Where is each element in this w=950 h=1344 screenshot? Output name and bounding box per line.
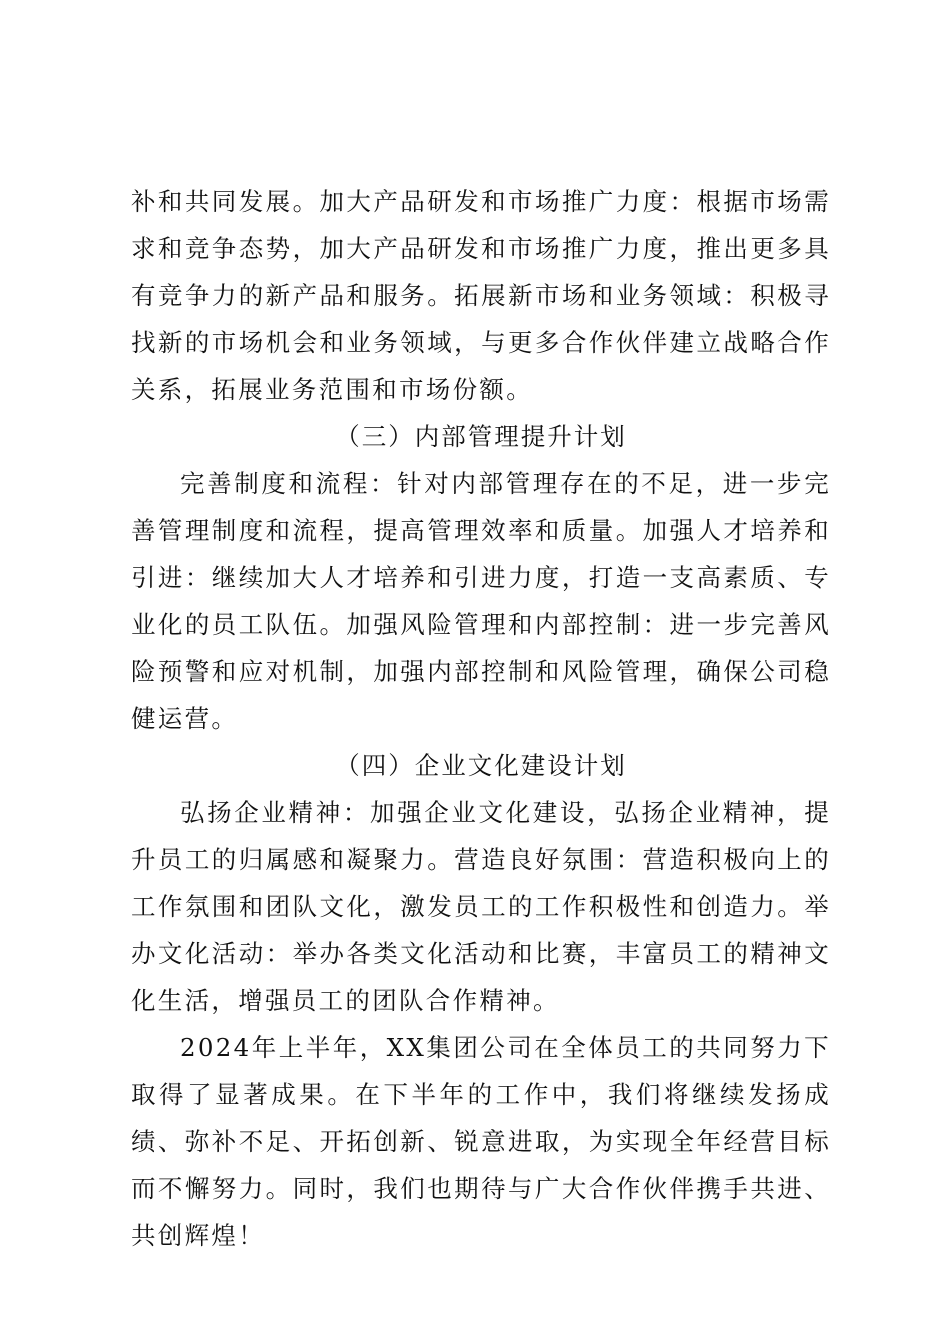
- paragraph-corporate-culture: 弘扬企业精神：加强企业文化建设，弘扬企业精神，提升员工的归属感和凝聚力。营造良好氛围：营造积极向上的工作氛围和团队文化，激发员工的工作积极性和创造力。举办文化活动：举办各类文化活动和比赛，丰富员工的精神文化生活，增强员工的团队合作精神。: [131, 798, 831, 1015]
- paragraph-market-expansion: 补和共同发展。加大产品研发和市场推广力度：根据市场需求和竞争态势，加大产品研发和市场推广力度，推出更多具有竞争力的新产品和服务。拓展新市场和业务领域：积极寻找新的市场机会和业务领域，与更多合作伙伴建立战略合作关系，拓展业务范围和市场份额。: [131, 187, 831, 404]
- section-heading-corporate-culture: （四）企业文化建设计划: [335, 751, 627, 780]
- paragraph-internal-management: 完善制度和流程：针对内部管理存在的不足，进一步完善管理制度和流程，提高管理效率和质量。加强人才培养和引进：继续加大人才培养和引进力度，打造一支高素质、专业化的员工队伍。加强风险管理和内部控制：进一步完善风险预警和应对机制，加强内部控制和风险管理，确保公司稳健运营。: [131, 469, 831, 733]
- section-heading-internal-management: （三）内部管理提升计划: [335, 422, 627, 451]
- document-body: [131, 178, 831, 1259]
- paragraph-conclusion: 2024年上半年，XX集团公司在全体员工的共同努力下取得了显著成果。在下半年的工作中，我们将继续发扬成绩、弥补不足、开拓创新、锐意进取，为实现全年经营目标而不懈努力。同时，我们也期待与广大合作伙伴携手共进、共创辉煌！: [131, 1033, 831, 1250]
